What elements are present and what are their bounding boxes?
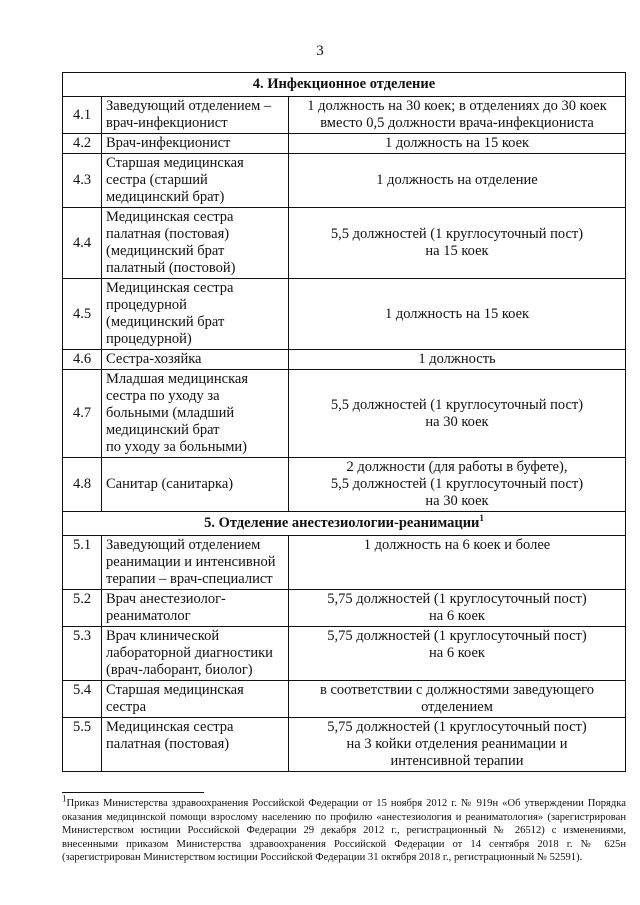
position-name bbox=[102, 590, 289, 627]
position-name-line: медицинский брат) bbox=[106, 189, 225, 205]
footnote-mark: 1 bbox=[62, 793, 67, 804]
table-row bbox=[63, 279, 626, 350]
table-row bbox=[63, 97, 626, 134]
footnote-divider bbox=[62, 792, 204, 793]
row-number: 4.7 bbox=[63, 370, 102, 458]
position-name-line: больными (младший bbox=[106, 405, 235, 421]
position-name bbox=[102, 350, 289, 370]
row-number: 4.4 bbox=[63, 208, 102, 279]
position-name-line: Медицинская сестра bbox=[106, 209, 234, 225]
staffing-norm-line: 2 должности (для работы в буфете), bbox=[346, 459, 568, 475]
position-name-line: процедурной bbox=[106, 297, 187, 313]
position-name-line: Санитар (санитарка) bbox=[106, 476, 234, 492]
footnote-text: Приказ Министерства здравоохранения Российской Федерации от 15 ноября 2012 г. № 919н «Об утверждении Порядка оказания медицинской помощи взрослому населению по профилю «анестезиология и реаниматология» (зарегистрирован Министерством юстиции Российской Федерации 29 декабря 2012 г., регистрационный № 26512) с изменениями, внесенными приказом Министерства здравоохранения Российской Федерации от 14 сентября 2018 г. № 625н (зарегистрирован Министерством юстиции Российской Федерации 31 октября 2018 г., регистрационный № 52591). bbox=[62, 798, 626, 863]
staffing-norm bbox=[289, 97, 626, 134]
position-name-line: Старшая медицинская bbox=[106, 682, 244, 698]
row-number: 4.1 bbox=[63, 97, 102, 134]
position-name-line: процедурной) bbox=[106, 331, 192, 347]
position-name bbox=[102, 97, 289, 134]
position-name-line: сестра по уходу за bbox=[106, 388, 220, 404]
section-title bbox=[63, 73, 626, 97]
staffing-norm-line: 1 должность на отделение bbox=[376, 172, 538, 188]
staffing-norm bbox=[289, 590, 626, 627]
staffing-norm bbox=[289, 279, 626, 350]
position-name-line: Врач-инфекционист bbox=[106, 135, 231, 151]
staffing-norm bbox=[289, 536, 626, 590]
section-title bbox=[63, 512, 626, 536]
section-title-text: 5. Отделение анестезиологии-реанимации bbox=[204, 515, 480, 531]
position-name bbox=[102, 370, 289, 458]
staffing-norm bbox=[289, 154, 626, 208]
table-row bbox=[63, 458, 626, 512]
table-row bbox=[63, 718, 626, 772]
staffing-norm-line: на 3 койки отделения реанимации и bbox=[346, 736, 568, 752]
staffing-norm-line: 5,5 должностей (1 круглосуточный пост) bbox=[330, 226, 584, 242]
staffing-norm-line: 1 должность на 15 коек bbox=[384, 135, 530, 151]
position-name-line: палатный (постовой) bbox=[106, 260, 236, 276]
table-row bbox=[63, 681, 626, 718]
position-name-line: Заведующий отделением bbox=[106, 537, 261, 553]
staffing-norm-line: 5,75 должностей (1 круглосуточный пост) bbox=[327, 591, 587, 607]
table-row bbox=[63, 536, 626, 590]
row-number: 5.3 bbox=[63, 627, 102, 681]
section-header-row bbox=[63, 512, 626, 536]
row-number: 5.1 bbox=[63, 536, 102, 590]
staffing-norm-line: 1 должность на 6 коек и более bbox=[363, 537, 551, 553]
staffing-norm-line: интенсивной терапии bbox=[390, 753, 524, 769]
position-name-line: Врач анестезиолог- bbox=[106, 591, 226, 607]
position-name-line: Медицинская сестра bbox=[106, 280, 234, 296]
row-number: 4.3 bbox=[63, 154, 102, 208]
table-row bbox=[63, 350, 626, 370]
staffing-norm-line: 1 должность bbox=[418, 351, 496, 367]
row-number: 4.5 bbox=[63, 279, 102, 350]
position-name-line: реаниматолог bbox=[106, 608, 191, 624]
staffing-norm-line: 1 должность на 30 коек; в отделениях до 30 коек bbox=[307, 98, 607, 114]
row-number: 4.6 bbox=[63, 350, 102, 370]
staffing-norm-line: в соответствии с должностями заведующего bbox=[319, 682, 595, 698]
footnote-reference: 1 bbox=[479, 513, 484, 524]
staffing-norm bbox=[289, 350, 626, 370]
position-name-line: Старшая медицинская bbox=[106, 155, 244, 171]
position-name bbox=[102, 627, 289, 681]
row-number: 4.8 bbox=[63, 458, 102, 512]
table-row bbox=[63, 208, 626, 279]
position-name bbox=[102, 279, 289, 350]
staffing-table-body bbox=[63, 73, 626, 772]
position-name-line: по уходу за больными) bbox=[106, 439, 248, 455]
position-name-line: палатная (постовая) bbox=[106, 736, 230, 752]
staffing-norm bbox=[289, 718, 626, 772]
staffing-norm-line: вместо 0,5 должности врача-инфекциониста bbox=[320, 115, 594, 131]
row-number: 4.2 bbox=[63, 134, 102, 154]
position-name-line: лабораторной диагностики bbox=[106, 645, 273, 661]
table-row bbox=[63, 590, 626, 627]
position-name-line: терапии – врач-специалист bbox=[106, 571, 273, 587]
staffing-norm bbox=[289, 370, 626, 458]
staffing-norm-line: на 6 коек bbox=[429, 645, 485, 661]
position-name-line: (врач-лаборант, биолог) bbox=[106, 662, 253, 678]
staffing-norm-line: на 15 коек bbox=[425, 243, 489, 259]
position-name-line: (медицинский брат bbox=[106, 314, 225, 330]
section-title-text: 4. Инфекционное отделение bbox=[252, 76, 436, 92]
position-name-line: Сестра-хозяйка bbox=[106, 351, 202, 367]
staffing-table bbox=[62, 72, 626, 772]
position-name-line: палатная (постовая) bbox=[106, 226, 230, 242]
position-name-line: Заведующий отделением – bbox=[106, 98, 272, 114]
staffing-norm-line: на 6 коек bbox=[429, 608, 485, 624]
position-name-line: сестра bbox=[106, 699, 147, 715]
staffing-norm-line: 1 должность на 15 коек bbox=[384, 305, 530, 322]
position-name-line: врач-инфекционист bbox=[106, 115, 228, 131]
staffing-norm-line: на 30 коек bbox=[425, 493, 489, 509]
staffing-norm bbox=[289, 458, 626, 512]
staffing-norm-line: на 30 коек bbox=[425, 413, 489, 430]
position-name-line: Врач клинической bbox=[106, 628, 220, 644]
staffing-norm bbox=[289, 208, 626, 279]
staffing-norm bbox=[289, 134, 626, 154]
staffing-norm bbox=[289, 681, 626, 718]
row-number: 5.4 bbox=[63, 681, 102, 718]
position-name-line: Младшая медицинская bbox=[106, 371, 249, 387]
row-number: 5.2 bbox=[63, 590, 102, 627]
staffing-norm bbox=[289, 627, 626, 681]
table-row bbox=[63, 370, 626, 458]
footnote bbox=[62, 793, 626, 865]
position-name-line: сестра (старший bbox=[106, 172, 208, 188]
staffing-norm-line: 5,75 должностей (1 круглосуточный пост) bbox=[327, 719, 587, 735]
staffing-norm-line: 5,75 должностей (1 круглосуточный пост) bbox=[327, 628, 587, 644]
position-name bbox=[102, 458, 289, 512]
table-row bbox=[63, 134, 626, 154]
position-name bbox=[102, 681, 289, 718]
page-number: 3 bbox=[316, 43, 324, 59]
position-name bbox=[102, 718, 289, 772]
position-name-line: (медицинский брат bbox=[106, 243, 225, 259]
staffing-norm-line: отделением bbox=[421, 699, 493, 715]
row-number: 5.5 bbox=[63, 718, 102, 772]
position-name bbox=[102, 536, 289, 590]
position-name-line: Медицинская сестра bbox=[106, 719, 234, 735]
staffing-norm-line: 5,5 должностей (1 круглосуточный пост) bbox=[330, 396, 584, 413]
position-name bbox=[102, 208, 289, 279]
position-name bbox=[102, 154, 289, 208]
position-name-line: медицинский брат bbox=[106, 422, 220, 438]
table-row bbox=[63, 154, 626, 208]
position-name bbox=[102, 134, 289, 154]
table-row bbox=[63, 627, 626, 681]
staffing-norm-line: 5,5 должностей (1 круглосуточный пост) bbox=[330, 476, 584, 492]
section-header-row bbox=[63, 73, 626, 97]
position-name-line: реанимации и интенсивной bbox=[106, 554, 276, 570]
